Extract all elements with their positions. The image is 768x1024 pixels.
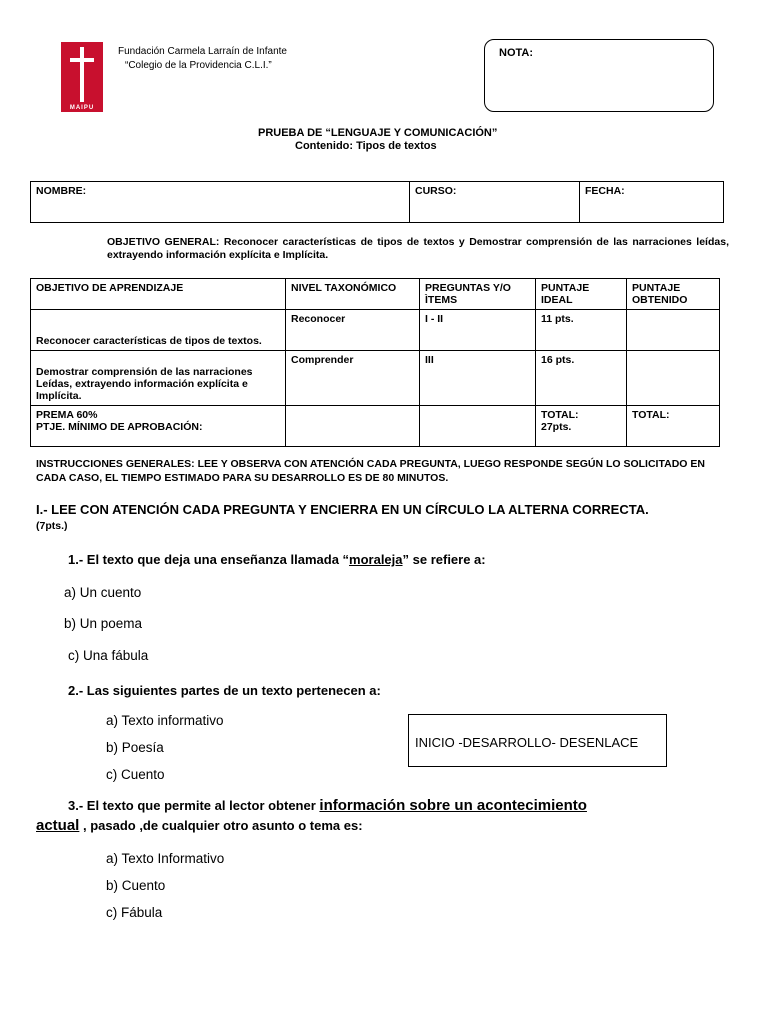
cross-icon — [80, 47, 84, 102]
header-puntaje-obtenido: PUNTAJE OBTENIDO — [627, 279, 720, 310]
instrucciones-generales: INSTRUCCIONES GENERALES: LEE Y OBSERVA CON ATENCIÓN CADA PREGUNTA, LUEGO RESPONDE SEGÚN LO SOLICITADO EN CADA CASO, EL TIEMPO ESTIMADO PARA SU DESARROLLO ES DE 80 MINUTOS. — [36, 458, 705, 484]
q2-option-a[interactable]: a) Texto informativo — [106, 713, 224, 728]
question-2: 2.- Las siguientes partes de un texto pertenecen a: — [68, 683, 381, 698]
logo-text: MAIPU — [69, 105, 95, 111]
text-parts-box: INICIO -DESARROLLO- DESENLACE — [408, 714, 667, 767]
school-logo — [61, 42, 103, 112]
q1-option-b[interactable]: b) Un poema — [64, 616, 143, 631]
nota-box[interactable] — [484, 39, 714, 112]
question-1: 1.- El texto que deja una enseñanza llamada “moraleja” se refiere a: — [68, 552, 486, 567]
total-obtenido-cell[interactable] — [627, 406, 720, 447]
question-3-cont: actual , pasado ,de cualquier otro asunto o tema es: — [36, 817, 363, 834]
puntaje-obtenido-cell[interactable] — [627, 310, 720, 351]
question-3: 3.- El texto que permite al lector obtener información sobre un acontecimiento — [68, 797, 587, 814]
q1-option-a[interactable]: a) Un cuento — [64, 585, 142, 600]
header-nivel: NIVEL TAXONÓMICO — [286, 279, 420, 310]
nombre-field[interactable]: NOMBRE: — [31, 182, 410, 223]
section-title: I.- LEE CON ATENCIÓN CADA PREGUNTA Y ENCIERRA EN UN CÍRCULO LA ALTERNA CORRECTA. — [36, 502, 649, 517]
nota-label: NOTA: — [499, 47, 534, 59]
q1-option-c[interactable]: c) Una fábula — [68, 648, 149, 663]
q2-option-c[interactable]: c) Cuento — [106, 767, 165, 782]
table-footer-row — [31, 406, 720, 447]
test-title: PRUEBA DE “LENGUAJE Y COMUNICACIÓN” — [258, 127, 498, 139]
table-row: Demostrar comprensión de las narraciones Leídas, extrayendo información explícita e Implícita. Comprender III 16 pts. — [31, 351, 720, 406]
ptje-minimo-label: PTJE. MÍNIMO DE APROBACIÓN: — [36, 421, 203, 433]
moraleja-term: moraleja — [349, 552, 403, 567]
q2-option-b[interactable]: b) Poesía — [106, 740, 164, 755]
curso-field[interactable]: CURSO: — [410, 182, 580, 223]
test-content: Contenido: Tipos de textos — [295, 140, 437, 152]
highlight-informacion: información sobre un acontecimiento — [319, 797, 587, 814]
fecha-field[interactable]: FECHA: — [580, 182, 724, 223]
evaluation-table — [30, 278, 720, 447]
header-objetivo: OBJETIVO DE APRENDIZAJE — [31, 279, 286, 310]
header-puntaje-ideal: PUNTAJE IDEAL — [536, 279, 627, 310]
q3-option-a[interactable]: a) Texto Informativo — [106, 851, 225, 866]
section-points: (7pts.) — [36, 520, 68, 532]
school-name: “Colegio de la Providencia C.L.I.” — [125, 60, 272, 71]
header-preguntas: PREGUNTAS Y/O ÌTEMS — [420, 279, 536, 310]
prema-label: PREMA 60% — [36, 409, 98, 421]
table-row: Reconocer características de tipos de textos. Reconocer I - II 11 pts. — [31, 310, 720, 351]
q3-option-b[interactable]: b) Cuento — [106, 878, 166, 893]
student-info-table — [30, 181, 724, 223]
total-ideal-label: TOTAL: — [541, 409, 579, 421]
total-ideal-value: 27pts. — [541, 421, 572, 433]
highlight-actual: actual — [36, 817, 80, 834]
objetivo-general: OBJETIVO GENERAL: Reconocer características de tipos de textos y Demostrar comprensión de las narraciones leídas, extrayendo información explícita e Implícita. — [107, 236, 729, 261]
org-name: Fundación Carmela Larraín de Infante — [118, 46, 287, 57]
q3-option-c[interactable]: c) Fábula — [106, 905, 163, 920]
total-obtenido-label: TOTAL: — [632, 409, 670, 421]
puntaje-obtenido-cell[interactable] — [627, 351, 720, 406]
